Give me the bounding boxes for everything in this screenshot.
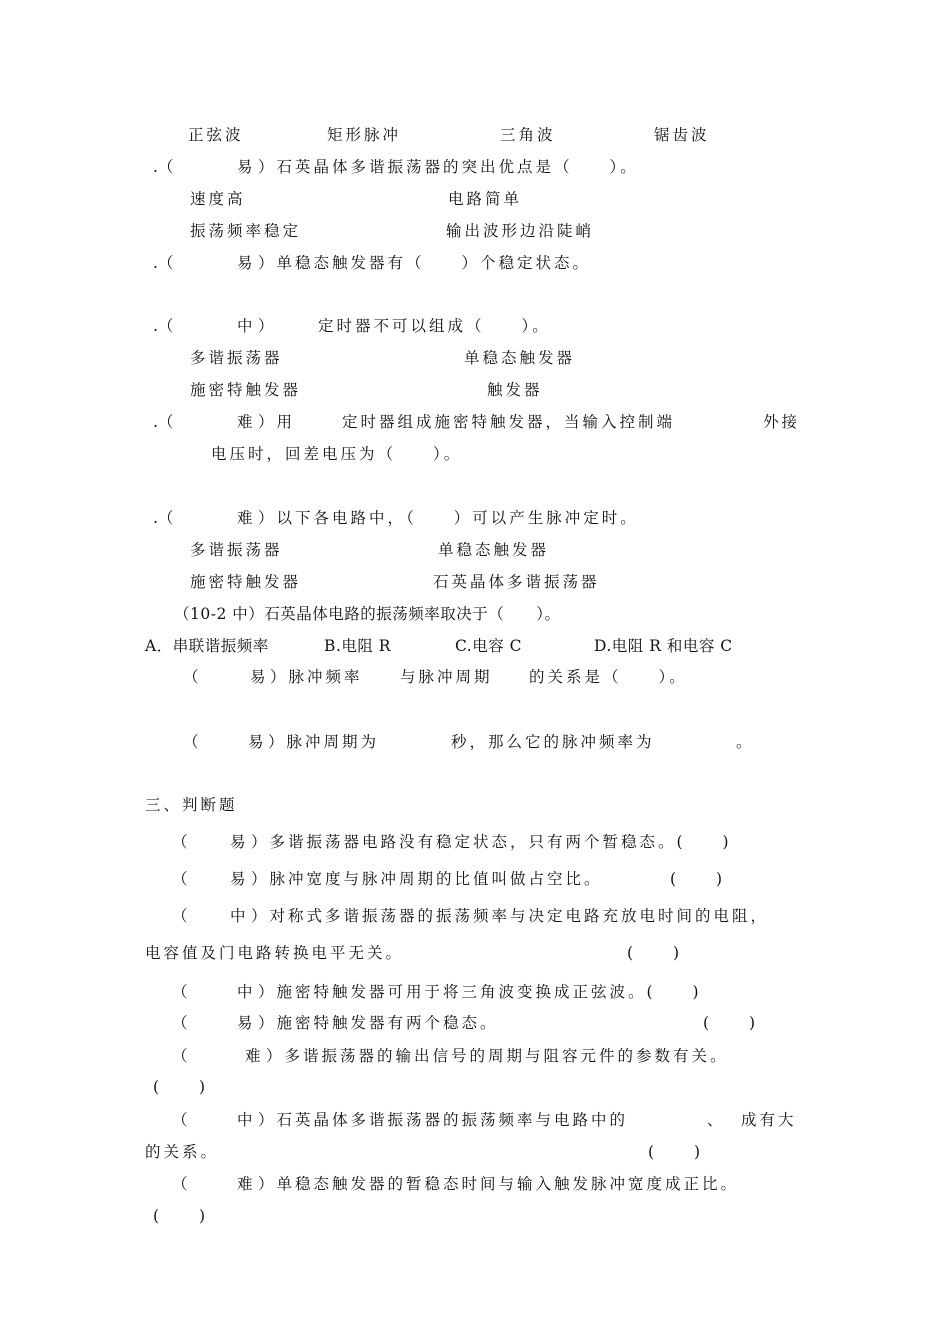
q4-line2: 电压时，回差电压为（ ）。 xyxy=(211,445,463,463)
q7-text3: 的关系是（ ）。 xyxy=(529,668,688,686)
j5-prefix: （ xyxy=(172,1014,188,1032)
q1-option-c: 振荡频率稳定 xyxy=(190,222,302,240)
q3-option-b: 单稳态触发器 xyxy=(464,349,576,367)
option-sawtooth: 锯齿波 xyxy=(654,126,710,144)
j7-blank: ( ) xyxy=(648,1143,704,1161)
q5-text: ）以下各电路中，（ ）可以产生脉冲定时。 xyxy=(258,509,639,527)
j2-prefix: （ xyxy=(172,870,188,888)
q8-text: ）脉冲周期为 xyxy=(268,733,380,751)
j8-prefix: （ xyxy=(172,1175,188,1193)
q6-option-d: D.电阻 R 和电容 C xyxy=(594,637,733,655)
j4-text: ）施密特触发器可用于将三角波变换成正弦波。( ) xyxy=(258,983,702,1001)
j7-text2: 、 xyxy=(707,1111,723,1129)
j6-prefix: （ xyxy=(172,1047,188,1065)
j3-blank: ( ) xyxy=(627,944,683,962)
j6-level: 难 xyxy=(245,1047,261,1065)
q3-text2: 定时器不可以组成（ ）。 xyxy=(318,317,551,335)
q1-level: 易 xyxy=(237,158,253,176)
q6-option-a: A．串联谐振频率 xyxy=(145,637,269,655)
q7-text2: 与脉冲周期 xyxy=(400,668,493,686)
j7-line2: 的关系。 xyxy=(145,1143,220,1161)
j1-prefix: （ xyxy=(172,833,188,851)
q8-text2: 秒，那么它的脉冲频率为 xyxy=(451,733,655,751)
q3-level: 中 xyxy=(237,317,253,335)
section-title: 三、判断题 xyxy=(145,796,238,814)
q2-level: 易 xyxy=(237,254,253,272)
j6-text: ）多谐振荡器的输出信号的周期与阻容元件的参数有关。 xyxy=(266,1047,729,1065)
j8-level: 难 xyxy=(237,1175,253,1193)
j4-prefix: （ xyxy=(172,983,188,1001)
j5-blank: ( ) xyxy=(703,1014,759,1032)
j2-blank: ( ) xyxy=(670,870,726,888)
q1-option-b: 电路简单 xyxy=(448,190,523,208)
q3-option-a: 多谐振荡器 xyxy=(190,349,283,367)
j5-level: 易 xyxy=(237,1014,253,1032)
q8-prefix: （ xyxy=(183,733,199,751)
q4-level: 难 xyxy=(237,413,253,431)
j2-text: ）脉冲宽度与脉冲周期的比值叫做占空比。 xyxy=(251,870,603,888)
q6-text: （10-2 中）石英晶体电路的振荡频率取决于（ ）。 xyxy=(174,605,561,623)
j1-level: 易 xyxy=(230,833,246,851)
j8-line2: ( ) xyxy=(153,1207,209,1225)
q4-text3: 外接 xyxy=(763,413,801,431)
q2-prefix: .（ xyxy=(153,254,174,272)
j6-line2: ( ) xyxy=(153,1078,209,1096)
j4-level: 中 xyxy=(237,983,253,1001)
q1-option-d: 输出波形边沿陡峭 xyxy=(446,222,595,240)
q7-text: ）脉冲频率 xyxy=(270,668,363,686)
option-sine: 正弦波 xyxy=(188,126,244,144)
j3-level: 中 xyxy=(230,907,246,925)
q5-prefix: .（ xyxy=(153,509,174,527)
q7-level: 易 xyxy=(250,668,266,686)
j3-prefix: （ xyxy=(172,907,188,925)
q3-option-c: 施密特触发器 xyxy=(190,381,302,399)
q8-text3: 。 xyxy=(736,733,752,751)
j3-text: ）对称式多谐振荡器的振荡频率与决定电路充放电时间的电阻， xyxy=(251,907,770,925)
q3-prefix: .（ xyxy=(153,317,174,335)
q3-option-d: 触发器 xyxy=(487,381,543,399)
q5-level: 难 xyxy=(237,509,253,527)
option-triangle: 三角波 xyxy=(500,126,556,144)
option-rect: 矩形脉冲 xyxy=(327,126,402,144)
q7-prefix: （ xyxy=(183,668,199,686)
j5-text: ）施密特触发器有两个稳态。 xyxy=(258,1014,499,1032)
q2-text: ）单稳态触发器有（ ）个稳定状态。 xyxy=(258,254,592,272)
j3-line2: 电容值及门电路转换电平无关。 xyxy=(145,944,405,962)
j7-level: 中 xyxy=(237,1111,253,1129)
j7-text3: 成有大 xyxy=(741,1111,797,1129)
j7-text: ）石英晶体多谐振荡器的振荡频率与电路中的 xyxy=(258,1111,629,1129)
q4-text: ）用 xyxy=(258,413,296,431)
q5-option-c: 施密特触发器 xyxy=(190,573,302,591)
q6-option-b: B.电阻 R xyxy=(324,637,391,655)
j8-text: ）单稳态触发器的暂稳态时间与输入触发脉冲宽度成正比。 xyxy=(258,1175,740,1193)
q1-option-a: 速度高 xyxy=(190,190,246,208)
j7-prefix: （ xyxy=(172,1111,188,1129)
q6-option-c: C.电容 C xyxy=(455,637,523,655)
q5-option-b: 单稳态触发器 xyxy=(438,541,550,559)
q4-prefix: .（ xyxy=(153,413,174,431)
q8-level: 易 xyxy=(248,733,264,751)
j2-level: 易 xyxy=(230,870,246,888)
q4-text2: 定时器组成施密特触发器，当输入控制端 xyxy=(342,413,676,431)
q1-prefix: .（ xyxy=(153,158,174,176)
q5-option-d: 石英晶体多谐振荡器 xyxy=(433,573,600,591)
j1-text: ）多谐振荡器电路没有稳定状态，只有两个暂稳态。( ) xyxy=(251,833,732,851)
q1-text: ）石英晶体多谐振荡器的突出优点是（ ）。 xyxy=(258,158,639,176)
q5-option-a: 多谐振荡器 xyxy=(190,541,283,559)
q3-text: ） xyxy=(258,317,274,335)
